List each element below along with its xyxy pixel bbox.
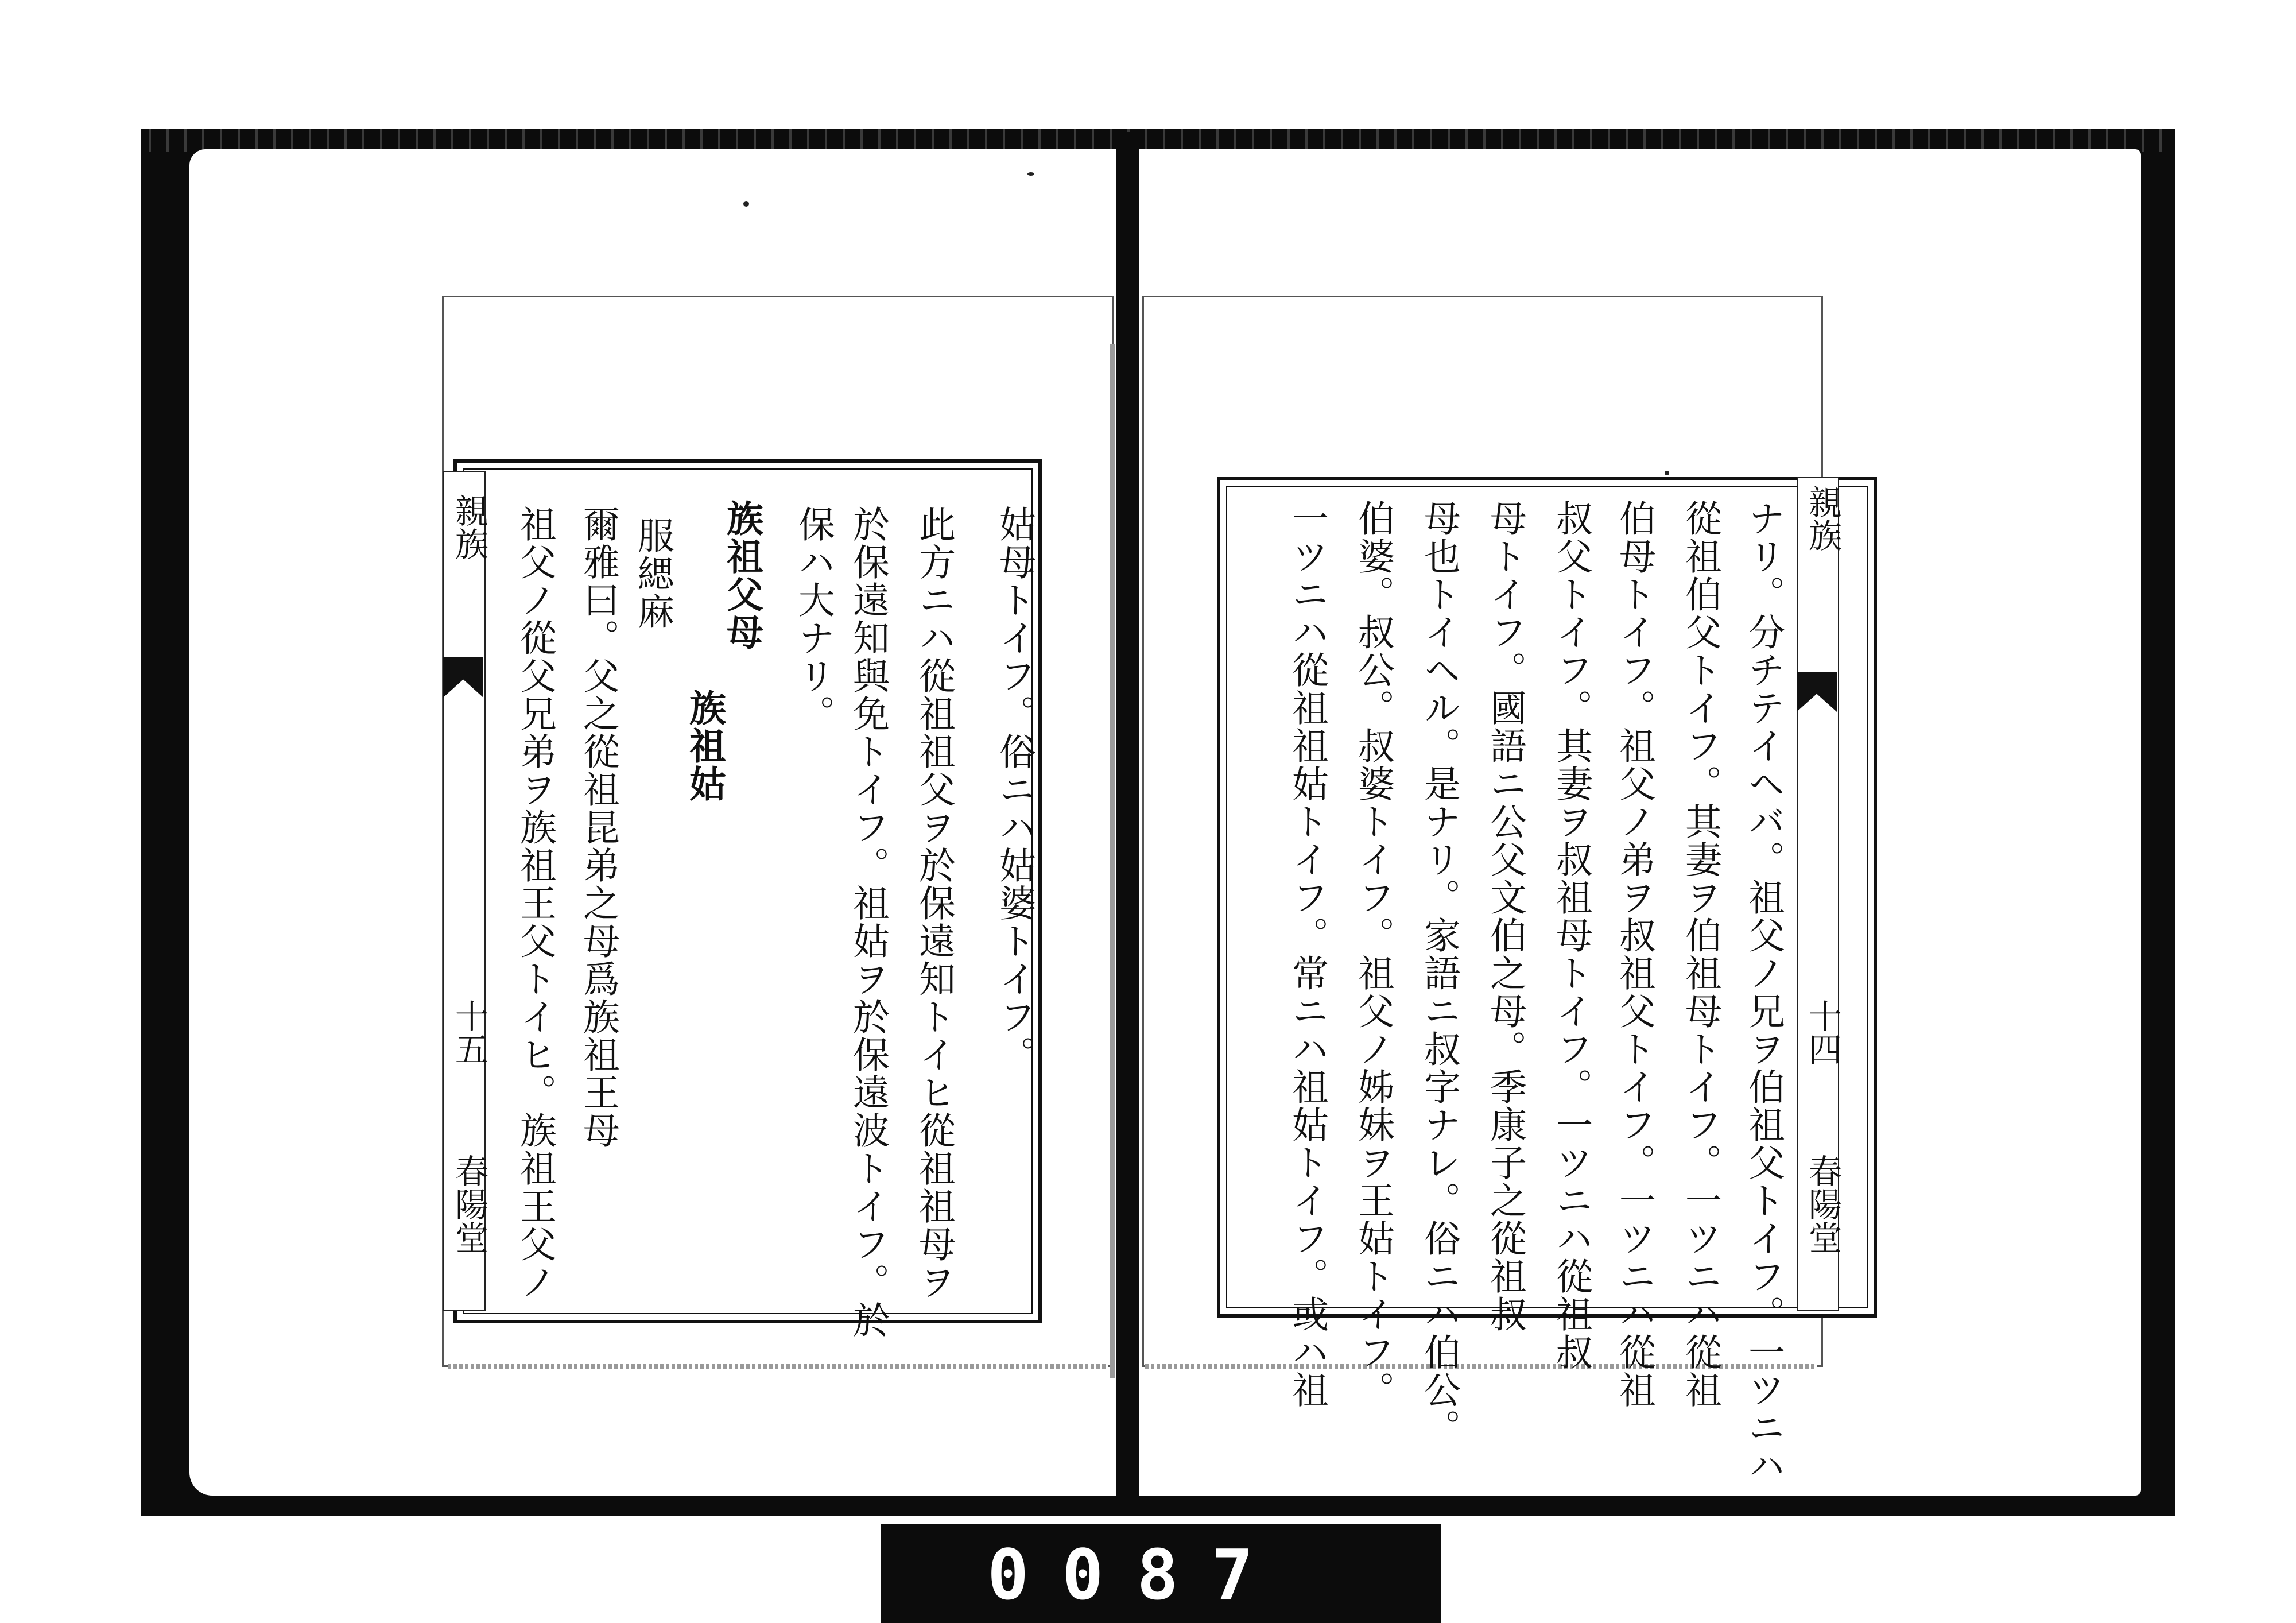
margin-title: 親族 xyxy=(449,494,488,560)
text-column: 祖父ノ從父兄弟ヲ族祖王父トイヒ。族祖王父ノ xyxy=(514,505,556,1301)
frame-number: 0087 xyxy=(987,1536,1286,1616)
text-column: 服緦麻 xyxy=(631,517,674,630)
text-column: 母トイフ。國語ニ公父文伯之母。季康子之從祖叔 xyxy=(1484,499,1526,1333)
text-column: 伯婆。叔公。叔婆トイフ。祖父ノ姊妹ヲ王姑トイフ。 xyxy=(1352,499,1394,1409)
heading-column: 族祖父母 xyxy=(720,499,763,651)
page-number: 十五 xyxy=(449,999,488,1066)
text-column: 姑母トイフ。俗ニハ姑婆トイフ。 xyxy=(993,505,1035,1074)
margin-title: 親族 xyxy=(1803,485,1842,552)
text-column: 一ツニハ從祖祖姑トイフ。常ニハ祖姑トイフ。或ハ祖 xyxy=(1286,499,1328,1409)
publisher-name: 春陽堂 xyxy=(449,1154,488,1254)
text-column: 於保遠知與免トイフ。祖姑ヲ於保遠波トイフ。於 xyxy=(847,505,889,1339)
scan-speck xyxy=(743,201,749,207)
publisher-name: 春陽堂 xyxy=(1803,1154,1842,1254)
text-column: 伯母トイフ。祖父ノ弟ヲ叔祖父トイフ。一ツニハ從祖 xyxy=(1613,499,1655,1409)
text-column: 從祖伯父トイフ。其妻ヲ伯祖母トイフ。一ツニハ從祖 xyxy=(1679,499,1721,1409)
left-page-edge xyxy=(448,1364,1108,1369)
heading-column: 族祖姑 xyxy=(683,689,726,803)
text-column: 母也トイヘル。是ナリ。家語ニ叔字ナレ。俗ニハ伯公。 xyxy=(1418,499,1460,1447)
text-column: 此方ニハ從祖祖父ヲ於保遠知トイヒ從祖祖母ヲ xyxy=(913,505,955,1301)
book-spine xyxy=(1116,132,1139,1507)
scan-speck xyxy=(1027,172,1034,176)
page-number: 十四 xyxy=(1803,999,1842,1066)
text-column: ナリ。分チテイヘバ。祖父ノ兄ヲ伯祖父トイフ。一ツニハ xyxy=(1742,499,1785,1485)
text-column: 爾雅曰。父之從祖昆弟之母爲族祖王母 xyxy=(577,505,619,1149)
text-column: 叔父トイフ。其妻ヲ叔祖母トイフ。一ツニハ從祖叔 xyxy=(1550,499,1592,1371)
scan-speck xyxy=(1665,471,1669,475)
spine-shadow xyxy=(1110,344,1115,1378)
scan-edge-noise xyxy=(141,129,2175,152)
text-column: 保ハ大ナリ。 xyxy=(792,505,835,733)
